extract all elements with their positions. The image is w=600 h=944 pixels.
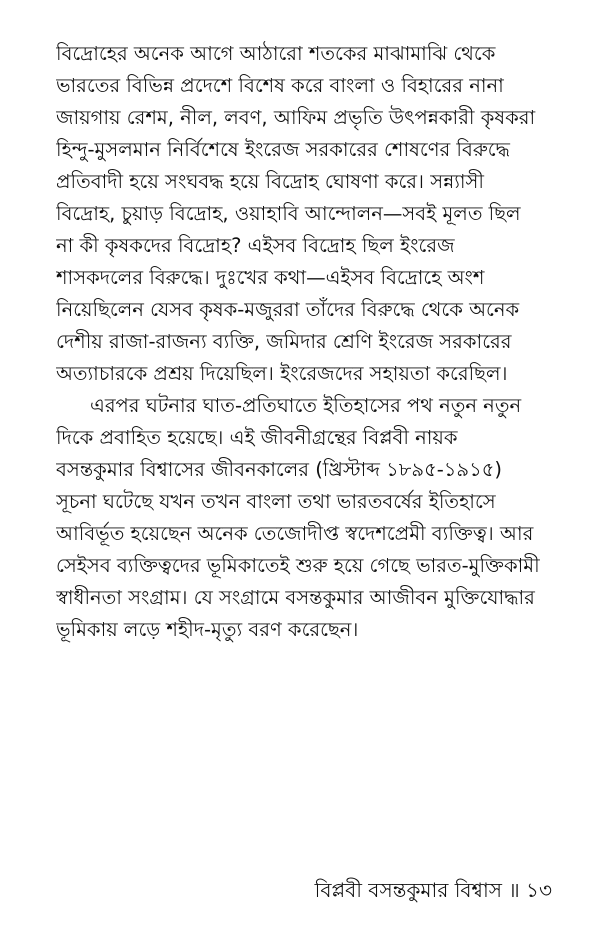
text-line: স্বাধীনতা সংগ্রাম। যে সংগ্রামে বসন্তকুমার আজীবন মুক্তিযোদ্ধার [56,586,535,609]
text-line: নিয়েছিলেন যেসব কৃষক-মজুররা তাঁদের বিরুদ্ধে থেকে অনেক [56,298,520,321]
text-line: ভারতের বিভিন্ন প্রদেশে বিশেষ করে বাংলা ও বিহারের নানা [56,74,504,97]
text-line: দিকে প্রবাহিত হয়েছে। এই জীবনীগ্রন্থের বিপ্লবী নায়ক [56,426,458,449]
text-line: দেশীয় রাজা-রাজন্য ব্যক্তি, জমিদার শ্রেণি ইংরেজ সরকারের [56,330,512,353]
text-line: সেইসব ব্যক্তিত্বদের ভূমিকাতেই শুরু হয়ে গেছে ভারত-মুক্তিকামী [56,554,540,577]
text-line: বসন্তকুমার বিশ্বাসের জীবনকালের (খ্রিস্টাব্দ ১৮৯৫-১৯১৫) [56,458,502,481]
text-line: বিদ্রোহের অনেক আগে আঠারো শতকের মাঝামাঝি থেকে [56,42,496,65]
text-line: না কী কৃষকদের বিদ্রোহ? এইসব বিদ্রোহ ছিল ইংরেজ [56,234,455,257]
text-line: হিন্দু-মুসলমান নির্বিশেষে ইংরেজ সরকারের শোষণের বিরুদ্ধে [56,138,510,161]
text-line: প্রতিবাদী হয়ে সংঘবদ্ধ হয়ে বিদ্রোহ ঘোষণা করে। সন্ন্যাসী [56,170,484,193]
text-line: অত্যাচারকে প্রশ্রয় দিয়েছিল। ইংরেজদের সহায়তা করেছিল। [56,362,508,385]
text-line: সূচনা ঘটেছে যখন তখন বাংলা তথা ভারতবর্ষের ইতিহাসে [56,490,496,513]
text-line: বিদ্রোহ, চুয়াড় বিদ্রোহ, ওয়াহাবি আন্দোলন—সবই মূলত ছিল [56,202,521,225]
text-line: শাসকদলের বিরুদ্ধে। দুঃখের কথা—এইসব বিদ্রোহে অংশ [56,266,485,289]
running-footer: বিপ্লবী বসন্তকুমার বিশ্বাস ॥ ১৩ [314,878,552,902]
text-line: ভূমিকায় লড়ে শহীদ-মৃত্যু বরণ করেছেন। [56,618,359,641]
text-line: আবির্ভূত হয়েছেন অনেক তেজোদীপ্ত স্বদেশপ্রেমী ব্যক্তিত্ব। আর [56,522,534,545]
text-line: এরপর ঘটনার ঘাত-প্রতিঘাতে ইতিহাসের পথ নতুন নতুন [90,394,522,417]
text-line: জায়গায় রেশম, নীল, লবণ, আফিম প্রভৃতি উৎপন্নকারী কৃষকরা [56,106,536,129]
